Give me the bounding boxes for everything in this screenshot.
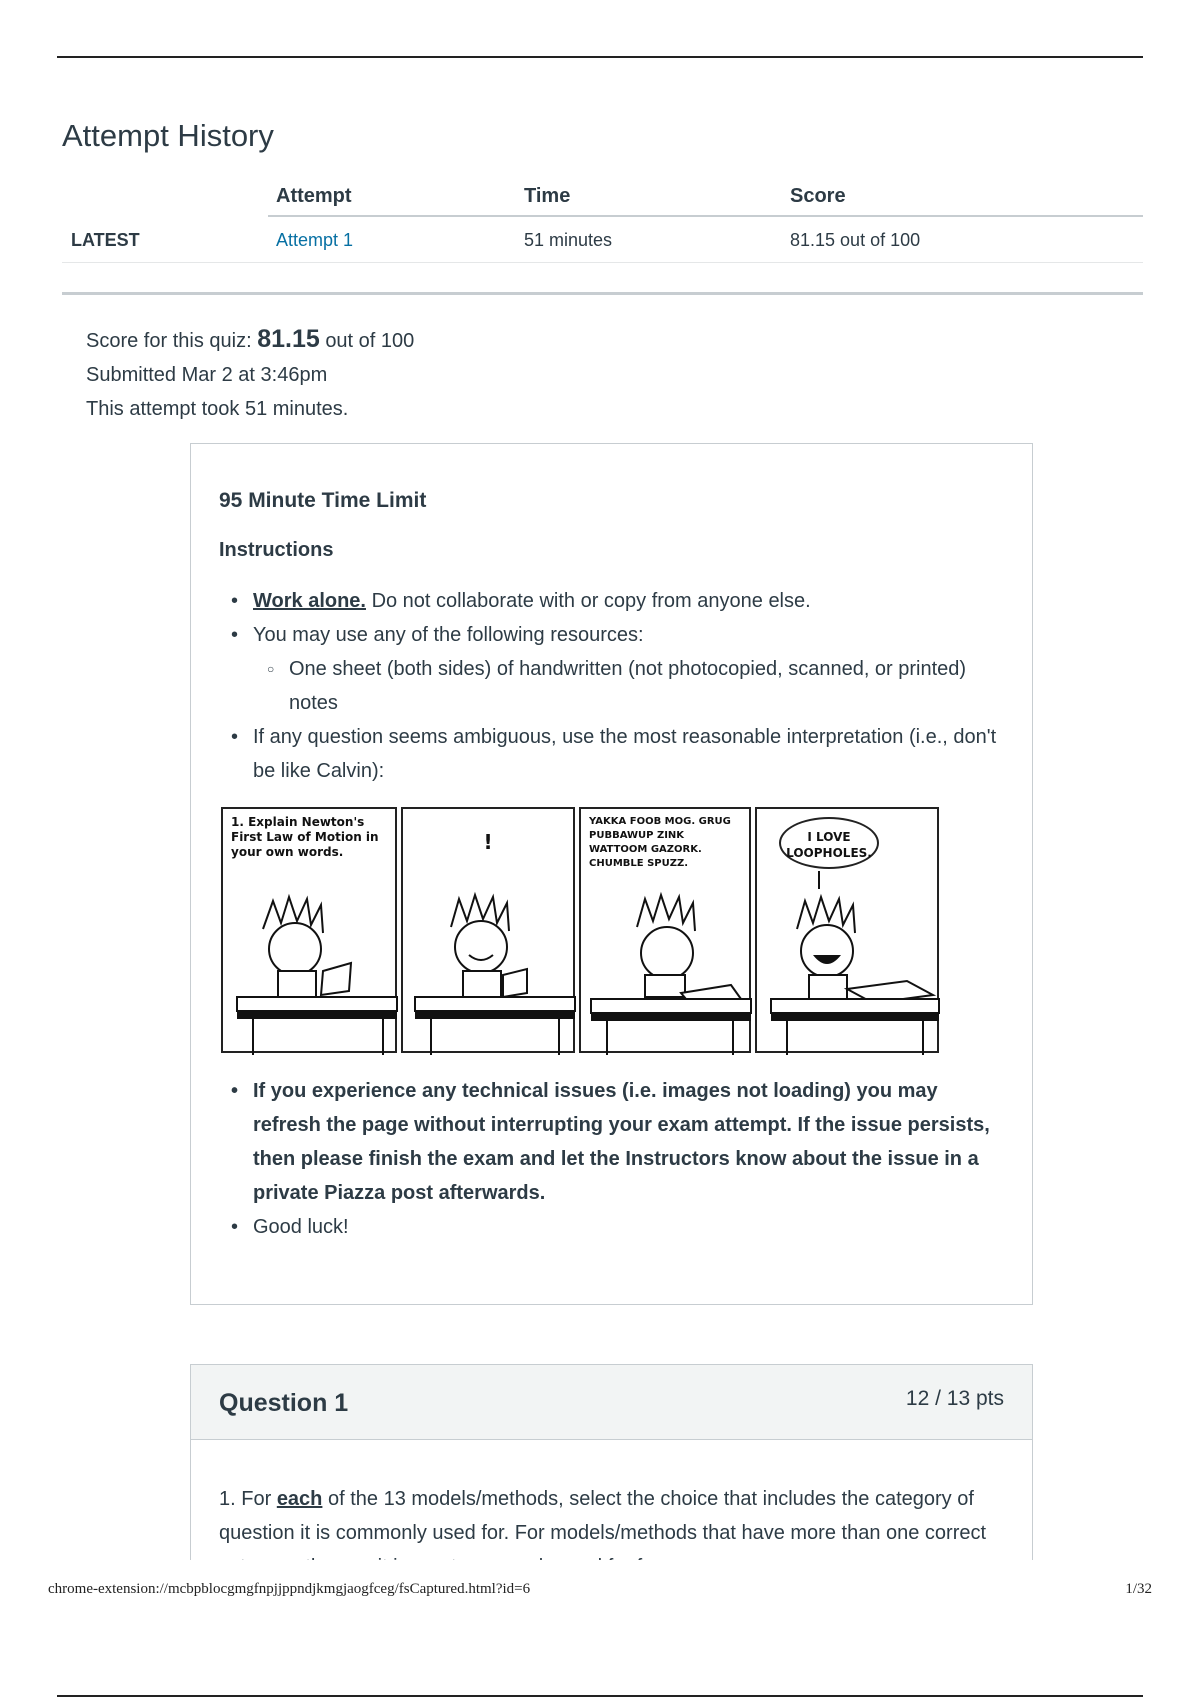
- history-divider: [62, 292, 1143, 295]
- calvin-comic-strip: [221, 807, 1001, 1057]
- panel-4-speech-bubble: I LOVE LOOPHOLES.: [779, 817, 879, 869]
- table-row: [62, 216, 1143, 263]
- work-alone-text: Do not collaborate with or copy from anyone else.: [371, 590, 811, 612]
- table-header: [62, 180, 1143, 216]
- footer-page-number: 1/32: [1125, 1581, 1152, 1597]
- footer-url: chrome-extension://mcbpblocgmgfnpjjppndjkmgjaogfceg/fsCaptured.html?id=6: [48, 1581, 531, 1597]
- header-attempt: Attempt: [276, 185, 352, 207]
- question-text-rest: of the 13 models/methods, select the choice that includes the category of question it is commonly used for. For models/methods that have more than one correct: [219, 1488, 987, 1544]
- list-item: • If you experience any technical issues (i.e. images not loading) you may refresh the page without interrupting your exam attempt. If the issue persists, then please finish the exam and let the Instructors know about the issue in a private Piazza post afterwards.: [219, 1074, 999, 1210]
- list-item: ○ One sheet (both sides) of handwritten (not photocopied, scanned, or printed) notes: [219, 652, 999, 720]
- latest-label: LATEST: [71, 230, 140, 250]
- work-alone-link[interactable]: Work alone.: [253, 590, 366, 612]
- top-rule: [57, 56, 1143, 58]
- question-title: Question 1: [219, 1389, 349, 1417]
- comic-panel-2: [401, 807, 575, 1053]
- comic-panel-3: [579, 807, 751, 1053]
- comic-panel-1: [221, 807, 397, 1053]
- comic-panel-4: [755, 807, 939, 1053]
- attempt-1-link[interactable]: Attempt 1: [276, 230, 354, 250]
- attempt-score: 81.15 out of 100: [790, 230, 921, 250]
- instructions-list-continued: [219, 1074, 999, 1244]
- score-suffix: out of 100: [325, 330, 415, 352]
- question-text-prefix: 1. For: [219, 1488, 272, 1510]
- attempt-history-title: Attempt History: [62, 118, 274, 153]
- question-text-emphasis: each: [276, 1488, 323, 1510]
- list-item: [219, 584, 999, 618]
- instructions-list: [219, 584, 999, 788]
- question-points: 12 / 13 pts: [905, 1387, 1004, 1410]
- score-line: [86, 322, 414, 358]
- instructions-box: [190, 443, 1033, 1305]
- duration-text: This attempt took 51 minutes.: [86, 398, 349, 420]
- panel-1-caption: 1. Explain Newton's First Law of Motion in your own words.: [231, 815, 379, 859]
- header-score: Score: [790, 185, 846, 207]
- score-label: Score for this quiz:: [86, 330, 252, 352]
- panel-3-caption: YAKKA FOOB MOG. GRUG PUBBAWUP ZINK WATTOOM GAZORK. CHUMBLE SPUZZ.: [589, 816, 731, 869]
- score-value: 81.15: [257, 325, 320, 353]
- panel-2-caption: !: [483, 830, 493, 854]
- question-1-card: [190, 1364, 1033, 1564]
- bottom-rule: [57, 1695, 1143, 1697]
- question-header: [191, 1365, 1032, 1440]
- list-item: • Good luck!: [219, 1210, 999, 1244]
- list-item: • If any question seems ambiguous, use the most reasonable interpretation (i.e., don't be like Calvin):: [219, 720, 999, 788]
- attempt-history-table: [62, 180, 1143, 263]
- list-item: • You may use any of the following resources:: [219, 618, 999, 652]
- submitted-text: Submitted Mar 2 at 3:46pm: [86, 364, 328, 386]
- instructions-heading: Instructions: [219, 539, 334, 561]
- attempt-time: 51 minutes: [524, 230, 613, 250]
- quiz-summary: [86, 322, 414, 426]
- time-limit-heading: 95 Minute Time Limit: [219, 489, 427, 512]
- header-time: Time: [524, 185, 571, 207]
